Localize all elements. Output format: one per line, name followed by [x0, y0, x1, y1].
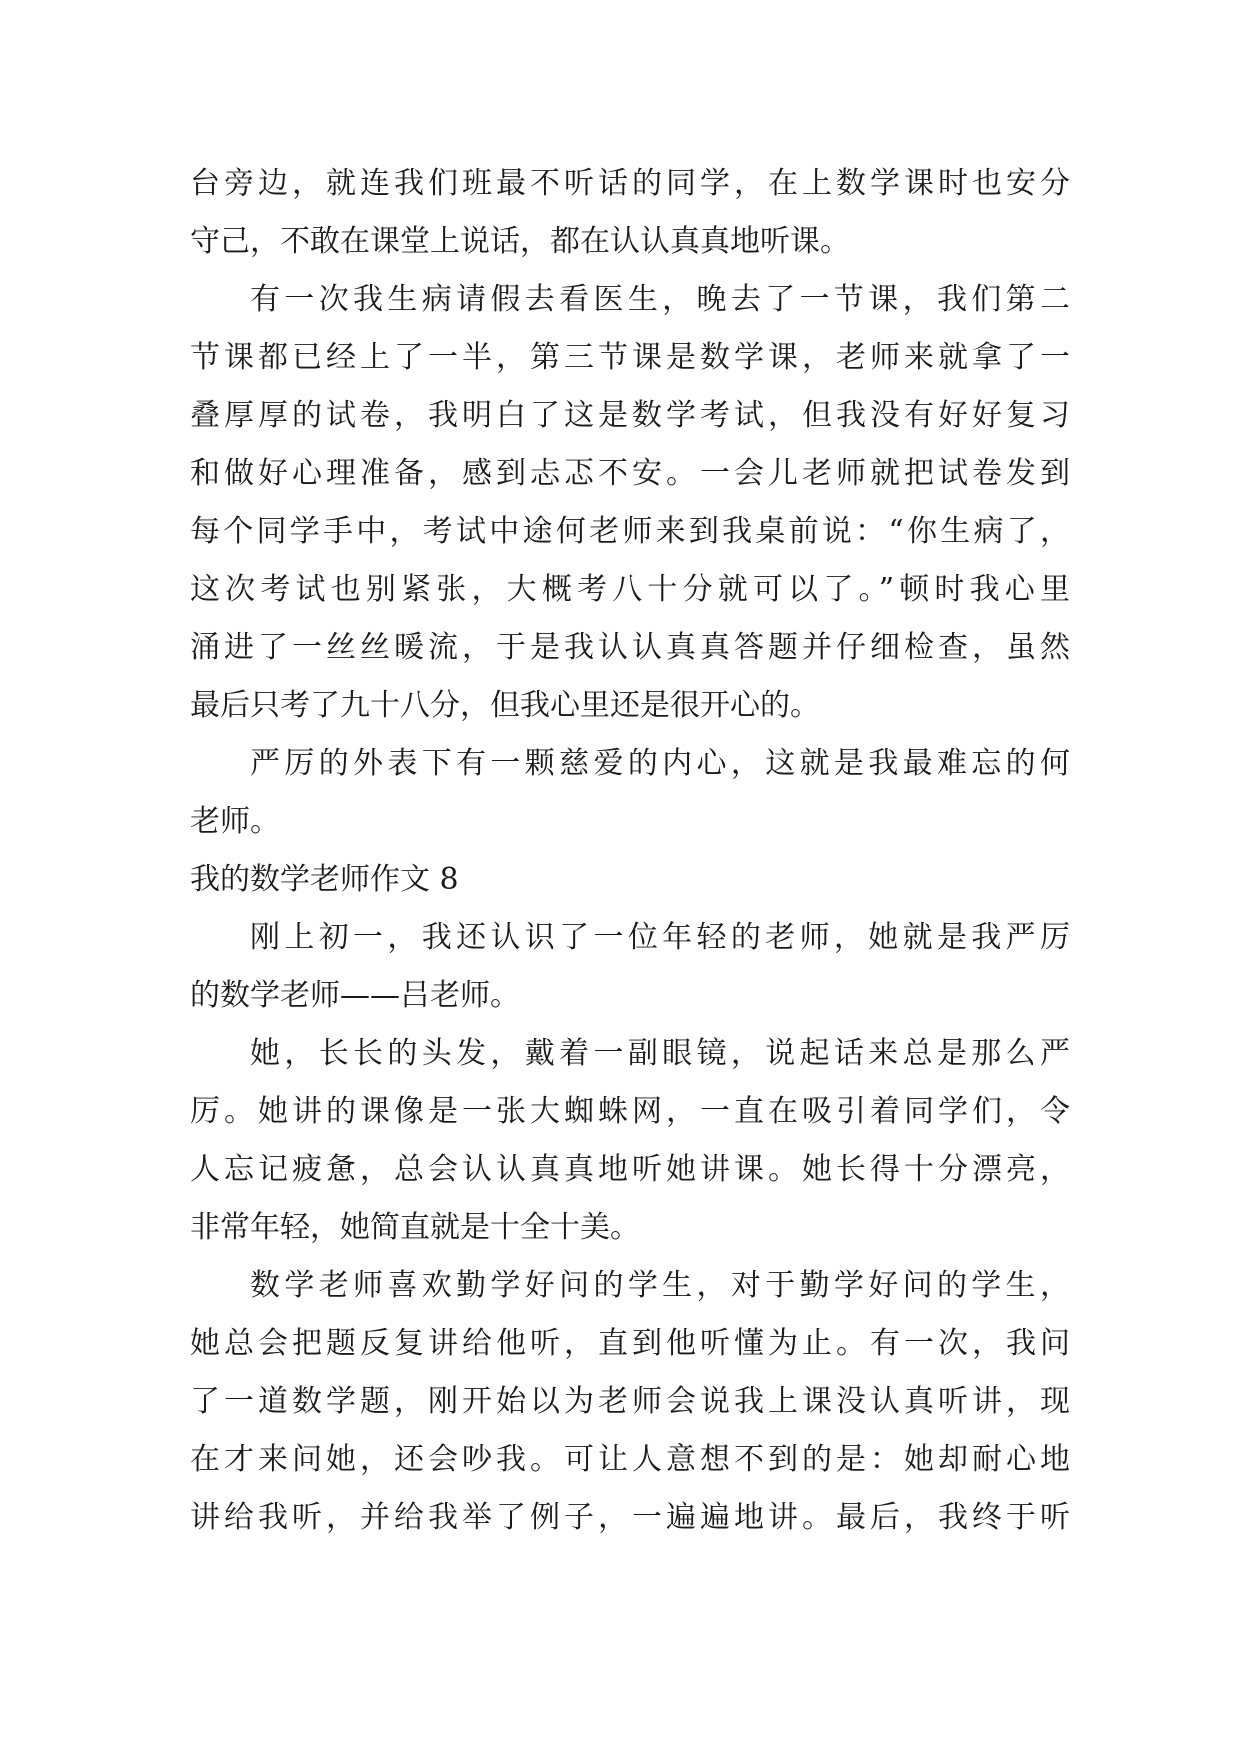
text-line: 刚上初一，我还认识了一位年轻的老师，她就是我严厉 [250, 920, 1070, 955]
text-line: 守己，不敢在课堂上说话，都在认认真真地听课。 [190, 224, 850, 259]
text-line: 叠厚厚的试卷，我明白了这是数学考试，但我没有好好复习 [190, 398, 1070, 433]
text-line: 她总会把题反复讲给他听，直到他听懂为止。有一次，我问 [190, 1326, 1070, 1361]
text-line: 台旁边，就连我们班最不听话的同学，在上数学课时也安分 [190, 166, 1070, 201]
text-line: 讲给我听，并给我举了例子，一遍遍地讲。最后，我终于听 [190, 1500, 1070, 1535]
text-line: 数学老师喜欢勤学好问的学生，对于勤学好问的学生， [250, 1268, 1070, 1303]
text-column [190, 155, 1070, 1547]
text-line: 严厉的外表下有一颗慈爱的内心，这就是我最难忘的何 [250, 746, 1070, 781]
text-line: 人忘记疲惫，总会认认真真地听她讲课。她长得十分漂亮， [190, 1152, 1070, 1187]
text-line: 最后只考了九十八分，但我心里还是很开心的。 [190, 688, 820, 723]
text-line: 有一次我生病请假去看医生，晚去了一节课，我们第二 [250, 282, 1070, 317]
text-line: 了一道数学题，刚开始以为老师会说我上课没认真听讲，现 [190, 1384, 1070, 1419]
text-line: 涌进了一丝丝暖流，于是我认认真真答题并仔细检查，虽然 [190, 630, 1070, 665]
section-heading: 我的数学老师作文 8 [190, 862, 459, 897]
text-line: 的数学老师——吕老师。 [190, 978, 520, 1013]
text-line: 老师。 [190, 804, 280, 839]
text-line: 她，长长的头发，戴着一副眼镜，说起话来总是那么严 [250, 1036, 1070, 1071]
text-line: 节课都已经上了一半，第三节课是数学课，老师来就拿了一 [190, 340, 1070, 375]
text-line: 在才来问她，还会吵我。可让人意想不到的是：她却耐心地 [190, 1442, 1070, 1477]
text-line: 和做好心理准备，感到忐忑不安。一会儿老师就把试卷发到 [190, 456, 1070, 491]
text-line: 非常年轻，她简直就是十全十美。 [190, 1210, 640, 1245]
text-line: 厉。她讲的课像是一张大蜘蛛网，一直在吸引着同学们，令 [190, 1094, 1070, 1129]
text-line: 每个同学手中，考试中途何老师来到我桌前说：“你生病了， [190, 514, 1070, 549]
text-line: 这次考试也别紧张，大概考八十分就可以了。”顿时我心里 [190, 572, 1070, 607]
